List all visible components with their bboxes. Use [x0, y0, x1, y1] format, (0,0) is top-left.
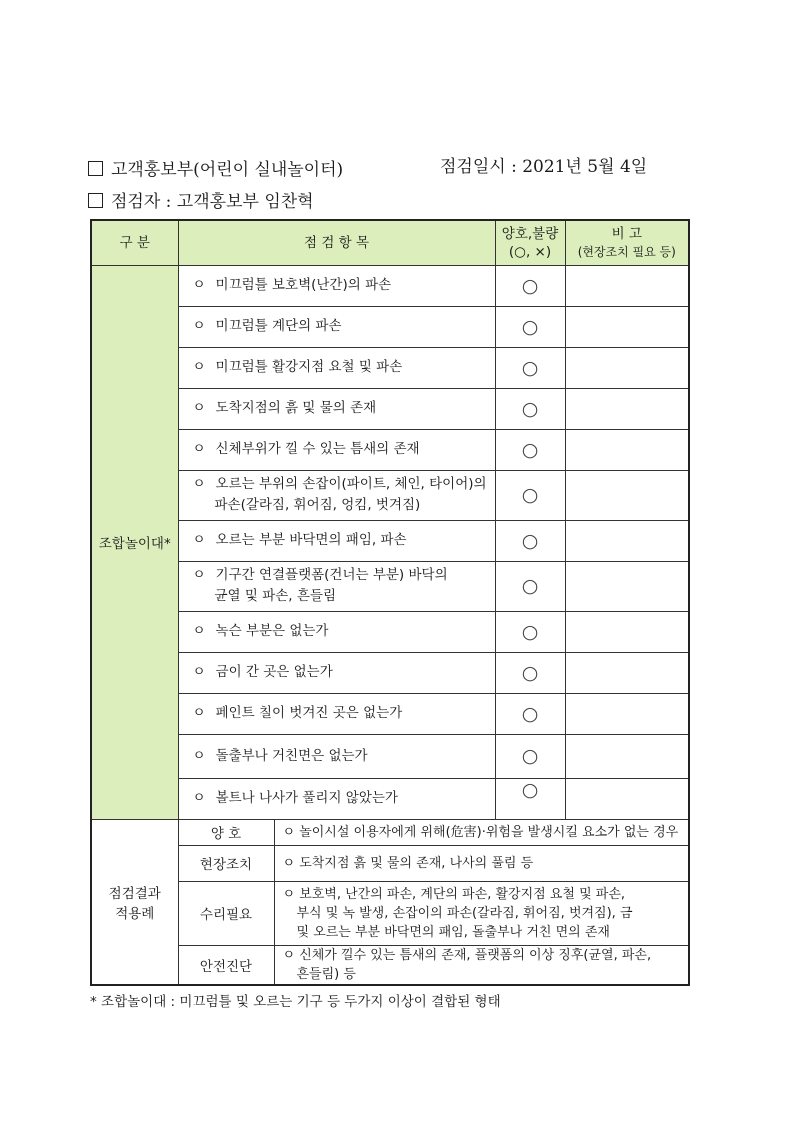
category-cell: 조합놀이대* [91, 265, 178, 819]
status-mark: ○ [495, 306, 565, 347]
item-cell: ㅇ 오르는 부분 바닥면의 패임, 파손 [178, 520, 495, 561]
table-row [91, 778, 689, 819]
table-row [91, 520, 689, 561]
result-text: ㅇ 신체가 낄수 있는 틈새의 존재, 플랫폼의 이상 징후(균열, 파손, 흔들림) 등 [274, 945, 689, 985]
table-row [91, 470, 689, 520]
header-category: 구 분 [91, 220, 178, 265]
table-row [91, 388, 689, 429]
status-mark: ○ [495, 347, 565, 388]
remarks-cell [565, 388, 689, 429]
remarks-cell [565, 778, 689, 819]
table-row [91, 429, 689, 470]
remarks-cell [565, 652, 689, 693]
table-row [91, 611, 689, 652]
status-mark: ○ [495, 561, 565, 611]
status-mark: ○ [495, 520, 565, 561]
inspection-table [90, 219, 690, 986]
header-target [88, 155, 343, 180]
remarks-cell [565, 470, 689, 520]
item-cell: ㅇ 미끄럼틀 보호벽(난간)의 파손 [178, 265, 495, 306]
results-category: 점검결과 적용례 [91, 819, 178, 985]
item-cell: ㅇ 오르는 부위의 손잡이(파이트, 체인, 타이어)의 파손(갈라짐, 휘어짐, 엉킴, 벗겨짐) [178, 470, 495, 520]
checkbox-icon [88, 193, 103, 208]
table-row [91, 306, 689, 347]
item-cell: ㅇ 볼트나 나사가 풀리지 않았는가 [178, 778, 495, 819]
checkbox-icon [88, 161, 103, 176]
inspection-date: 점검일시 : 2021년 5월 4일 [440, 157, 648, 177]
footnote: * 조합놀이대 : 미끄럼틀 및 오르는 기구 등 두가지 이상이 결합된 형태 [90, 994, 501, 1010]
item-cell: ㅇ 도착지점의 흙 및 물의 존재 [178, 388, 495, 429]
status-mark: ○ [495, 734, 565, 778]
table-row [91, 734, 689, 778]
item-cell: ㅇ 녹슨 부분은 없는가 [178, 611, 495, 652]
status-mark: ○ [495, 611, 565, 652]
table-row [91, 561, 689, 611]
status-mark: ○ [495, 388, 565, 429]
result-label: 수리필요 [178, 881, 274, 945]
inspector-label: 점검자 : 고객홍보부 임찬혁 [111, 192, 314, 212]
remarks-cell [565, 611, 689, 652]
item-cell: ㅇ 돌출부나 거친면은 없는가 [178, 734, 495, 778]
result-row [91, 845, 689, 881]
remarks-cell [565, 693, 689, 734]
result-label: 안전진단 [178, 945, 274, 985]
remarks-cell [565, 347, 689, 388]
status-mark: ○ [495, 470, 565, 520]
result-text: ㅇ 놀이시설 이용자에게 위해(危害)·위험을 발생시킬 요소가 없는 경우 [274, 819, 689, 845]
table-row [91, 693, 689, 734]
header-items: 점 검 항 목 [178, 220, 495, 265]
status-mark: ○ [495, 265, 565, 306]
item-cell: ㅇ 신체부위가 낄 수 있는 틈새의 존재 [178, 429, 495, 470]
item-cell: ㅇ 미끄럼틀 활강지점 요철 및 파손 [178, 347, 495, 388]
result-label: 현장조치 [178, 845, 274, 881]
item-cell: ㅇ 미끄럼틀 계단의 파손 [178, 306, 495, 347]
remarks-cell [565, 306, 689, 347]
header-status: 양호,불량 (○, ×) [495, 220, 565, 265]
status-mark: ○ [495, 652, 565, 693]
result-row [91, 881, 689, 945]
header-remarks: 비 고 (현장조치 필요 등) [565, 220, 689, 265]
table-header-row [91, 220, 689, 265]
result-label: 양 호 [178, 819, 274, 845]
remarks-cell [565, 265, 689, 306]
item-cell: ㅇ 페인트 칠이 벗겨진 곳은 없는가 [178, 693, 495, 734]
target-label: 고객홍보부(어린이 실내놀이터) [111, 160, 344, 180]
remarks-cell [565, 561, 689, 611]
result-text: ㅇ 도착지점 흙 및 물의 존재, 나사의 풀림 등 [274, 845, 689, 881]
item-cell: ㅇ 금이 간 곳은 없는가 [178, 652, 495, 693]
remarks-cell [565, 520, 689, 561]
status-mark: ○ [495, 778, 565, 819]
result-row [91, 945, 689, 985]
status-mark: ○ [495, 429, 565, 470]
table-row [91, 265, 689, 306]
result-text: ㅇ 보호벽, 난간의 파손, 계단의 파손, 활강지점 요철 및 파손, 부식 및 녹 발생, 손잡이의 파손(갈라짐, 휘어짐, 벗겨짐), 금 및 오르는 부분 바닥면의 패임, 돌출부나 거친 면의 존재 [274, 881, 689, 945]
result-row [91, 819, 689, 845]
table-row [91, 347, 689, 388]
status-mark: ○ [495, 693, 565, 734]
item-cell: ㅇ 기구간 연결플랫폼(건너는 부분) 바닥의 균열 및 파손, 흔들림 [178, 561, 495, 611]
remarks-cell [565, 429, 689, 470]
remarks-cell [565, 734, 689, 778]
header-inspector [88, 187, 314, 212]
table-row [91, 652, 689, 693]
